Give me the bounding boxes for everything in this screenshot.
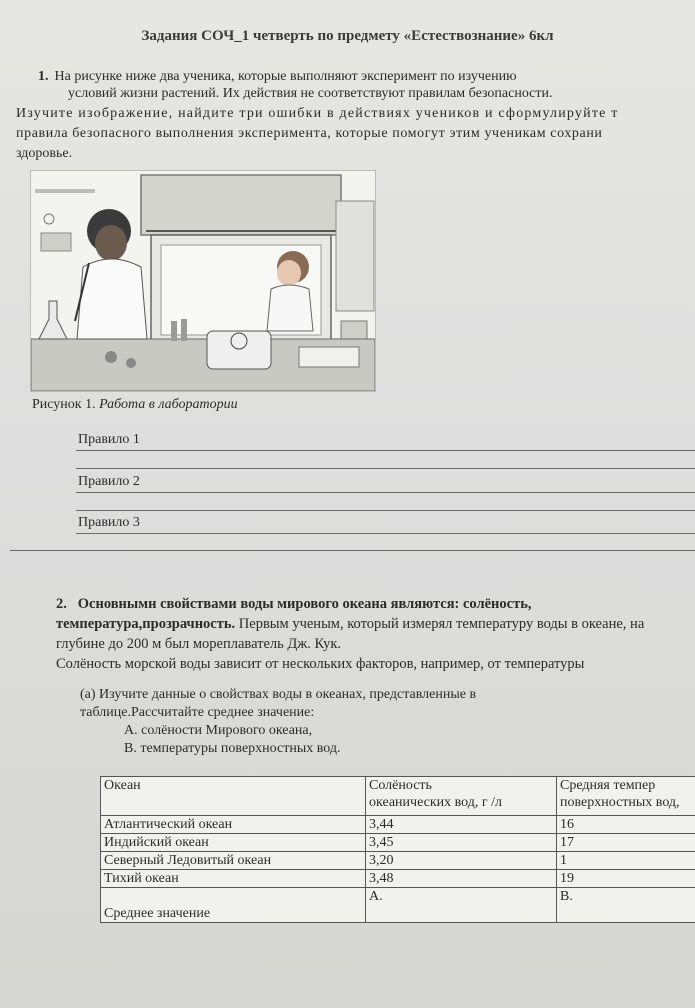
question-2a xyxy=(80,686,680,758)
table-cell-temperature: 19 xyxy=(557,870,695,888)
figure-caption-label: Рисунок 1. xyxy=(32,397,96,412)
question-2-text-1: Первым ученым, который измерял температуру воды в океане, на глубине до 200 м был мореплаватель Дж. Кук. xyxy=(56,616,645,652)
table-cell-ocean: Северный Ледовитый океан xyxy=(101,852,366,870)
table-row xyxy=(101,816,695,834)
table-cell-ocean: Индийский океан xyxy=(101,834,366,852)
table-header-ocean: Океан xyxy=(101,777,366,816)
question-2a-line-1: (a) Изучите данные о свойствах воды в океанах, представленные в xyxy=(80,687,477,702)
lab-scene-image xyxy=(31,171,375,391)
question-1-line-1 xyxy=(38,68,678,86)
table-cell-ocean: Атлантический океан xyxy=(101,816,366,834)
rule-3-answer-line-2[interactable] xyxy=(10,550,695,551)
table-cell-average-salinity[interactable]: A. xyxy=(366,888,557,923)
table-cell-salinity: 3,48 xyxy=(366,870,557,888)
rule-2-label: Правило 2 xyxy=(78,474,140,489)
question-1-text-3: Изучите изображение, найдите три ошибки в действиях учеников и сформулируйте т xyxy=(16,106,619,121)
table-row xyxy=(101,852,695,870)
rule-1-answer-line[interactable] xyxy=(76,450,695,451)
table-header-temperature xyxy=(557,777,695,816)
table-cell-salinity: 3,20 xyxy=(366,852,557,870)
table-cell-temperature: 17 xyxy=(557,834,695,852)
question-2a-line-2: таблице.Рассчитайте среднее значение: xyxy=(80,705,315,720)
table-header-salinity-line-2: океанических вод, г /л xyxy=(369,795,502,810)
question-1-text-2: условий жизни растений. Их действия не соответствуют правилам безопасности. xyxy=(68,86,553,101)
rule-1-label: Правило 1 xyxy=(78,432,140,447)
figure-caption xyxy=(32,397,238,413)
table-cell-temperature: 1 xyxy=(557,852,695,870)
question-1-text-4: правила безопасного выполнения эксперимента, которые помогут этим ученикам сохрани xyxy=(16,126,603,141)
question-2 xyxy=(56,594,695,674)
lab-illustration xyxy=(30,170,376,392)
question-2a-item-a: A. солёности Мирового океана, xyxy=(124,723,313,738)
table-cell-salinity: 3,44 xyxy=(366,816,557,834)
page-title: Задания СОЧ_1 четверть по предмету «Естествознание» 6кл xyxy=(141,28,554,44)
table-row xyxy=(101,834,695,852)
question-2-number: 2. xyxy=(56,596,67,612)
rule-2-answer-line-2[interactable] xyxy=(76,510,695,511)
question-1-text-1: На рисунке ниже два ученика, которые выполняют эксперимент по изучению xyxy=(54,69,517,84)
rule-3-answer-line[interactable] xyxy=(76,533,695,534)
table-header-temperature-line-1: Средняя темпер xyxy=(560,778,656,793)
ocean-properties-table xyxy=(100,776,695,923)
rule-1-answer-line-2[interactable] xyxy=(76,468,695,469)
table-header-temperature-line-2: поверхностных вод, xyxy=(560,795,680,810)
question-1-text-5: здоровье. xyxy=(16,146,73,161)
question-2-bold-text: Основнымн свойствами воды мирового океана являются: солёность, температура,прозрачность. xyxy=(56,596,532,632)
table-header-row xyxy=(101,777,695,816)
figure-caption-text: Работа в лаборатории xyxy=(99,397,238,412)
table-header-salinity-line-1: Солёность xyxy=(369,778,432,793)
table-cell-salinity: 3,45 xyxy=(366,834,557,852)
rule-3-label: Правило 3 xyxy=(78,515,140,530)
rule-2-answer-line[interactable] xyxy=(76,492,695,493)
table-row-average xyxy=(101,888,695,923)
table-cell-average-label: Среднее значение xyxy=(101,888,366,923)
table-row xyxy=(101,870,695,888)
question-2-text-2: Солёность морской воды зависит от нескольких факторов, например, от температуры xyxy=(56,656,585,672)
table-cell-ocean: Тихий океан xyxy=(101,870,366,888)
question-2a-item-b: B. температуры поверхностных вод. xyxy=(124,741,341,756)
question-1-number: 1. xyxy=(38,69,49,84)
table-header-salinity xyxy=(366,777,557,816)
table-cell-average-temperature[interactable]: B. xyxy=(557,888,695,923)
table-cell-temperature: 16 xyxy=(557,816,695,834)
